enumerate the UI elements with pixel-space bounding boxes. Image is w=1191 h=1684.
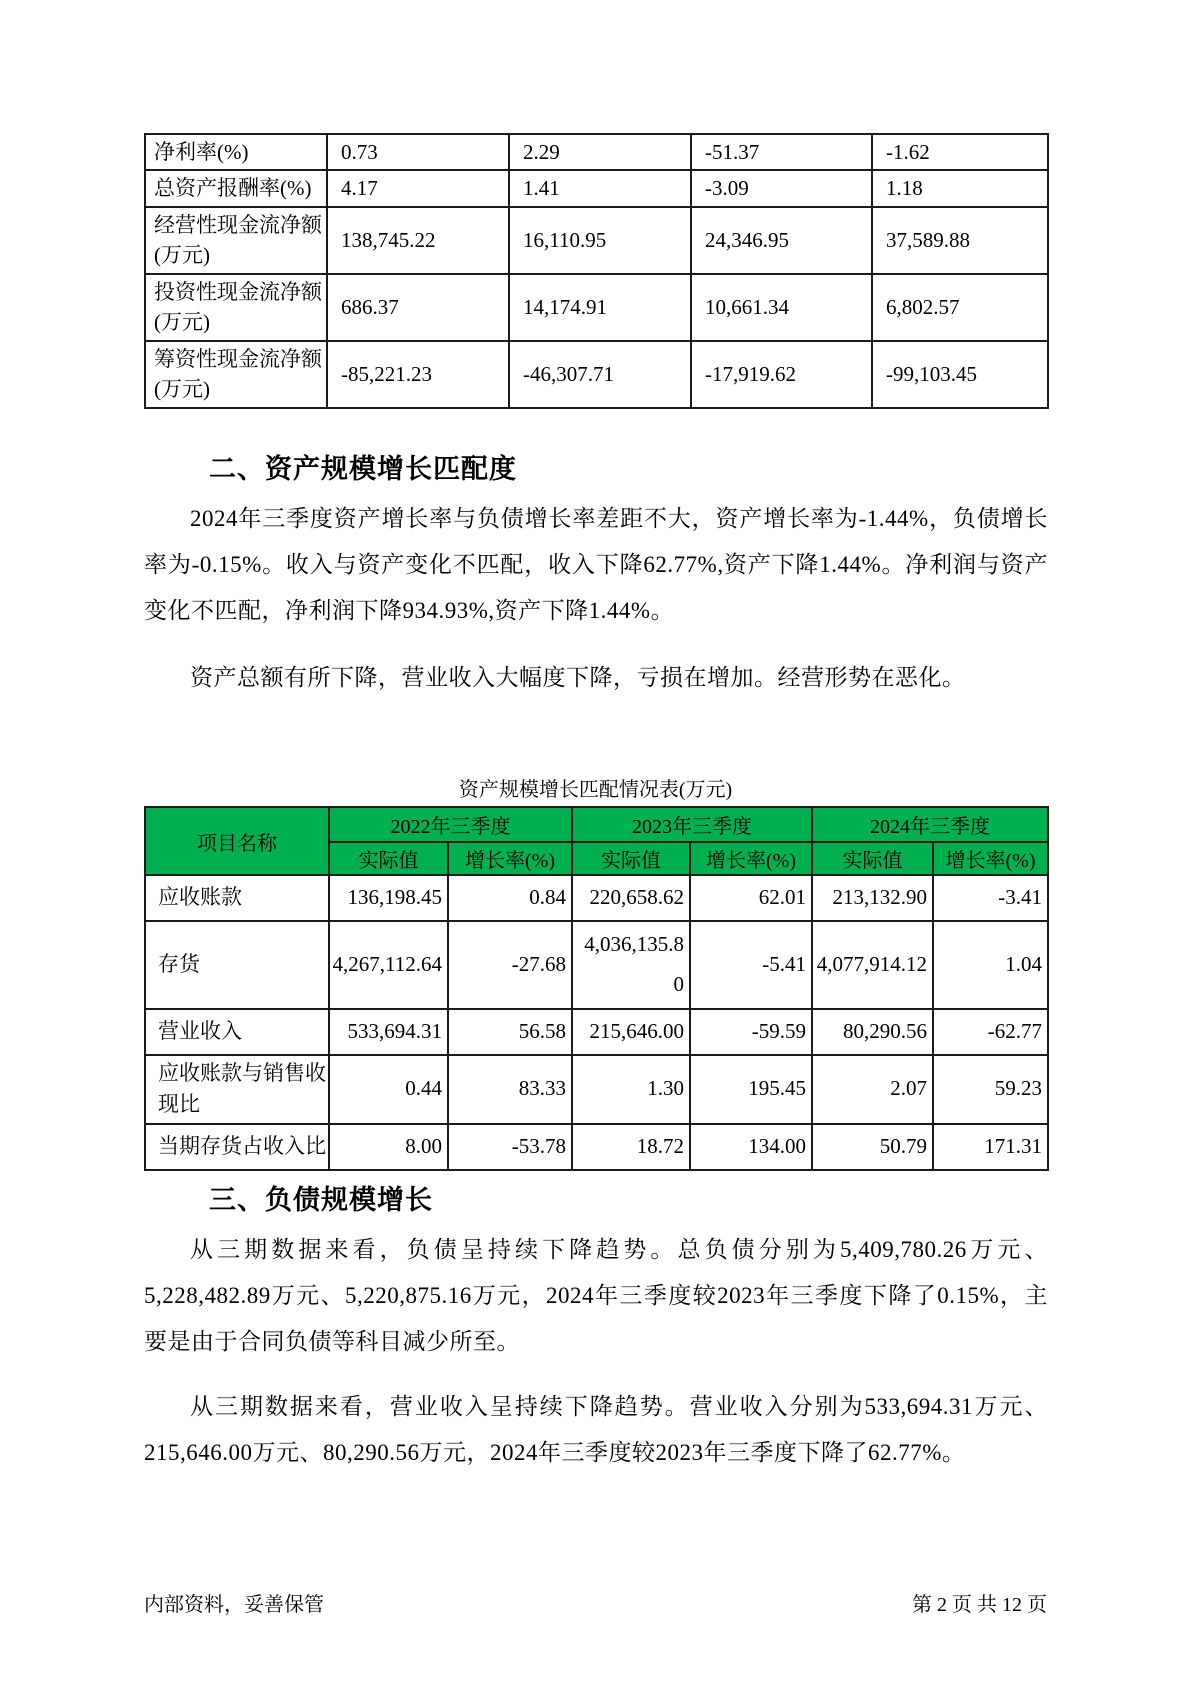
table-cell: 4,267,112.64 [329,921,448,1009]
table-cell: 1.30 [572,1055,690,1124]
table-cell: 1.41 [509,170,691,206]
table-row [145,134,1048,170]
table-row [145,274,1048,341]
table-cell: 1.04 [933,921,1048,1009]
table-cell: 0.73 [327,134,509,170]
table-row [145,921,1048,1009]
table-cell: 4,077,914.12 [812,921,933,1009]
table-cell: 83.33 [448,1055,572,1124]
paragraph: 从三期数据来看，营业收入呈持续下降趋势。营业收入分别为533,694.31万元、215,646.00万元、80,290.56万元，2024年三季度较2023年三季度下降了62.77%。 [144,1394,1048,1465]
table-cell: -51.37 [691,134,872,170]
table-cell: -3.09 [691,170,872,206]
table-cell: 2.29 [509,134,691,170]
table-cell: -53.78 [448,1124,572,1170]
table-header-row [145,807,1048,842]
column-header: 2023年三季度 [572,807,812,842]
row-label: 营业收入 [145,1009,329,1055]
table-cell: 14,174.91 [509,274,691,341]
column-header: 增长率(%) [690,842,812,875]
table-cell: 6,802.57 [872,274,1048,341]
table-row [145,1055,1048,1124]
table-title: 资产规模增长匹配情况表(万元) [458,779,733,801]
table-row [145,207,1048,274]
row-label: 当期存货占收入比 [145,1124,329,1170]
row-label: 应收账款 [145,875,329,921]
row-label: 存货 [145,921,329,1009]
table-cell: -1.62 [872,134,1048,170]
table-cell: 62.01 [690,875,812,921]
table-cell: 171.31 [933,1124,1048,1170]
table-cell: 213,132.90 [812,875,933,921]
table-row [145,875,1048,921]
row-label: 筹资性现金流净额(万元) [145,341,327,408]
table-cell: -46,307.71 [509,341,691,408]
table-cell: 50.79 [812,1124,933,1170]
column-header: 实际值 [572,842,690,875]
row-label: 总资产报酬率(%) [145,170,327,206]
financial-metrics-table [144,133,1049,409]
table-cell: 10,661.34 [691,274,872,341]
footer-classification-note: 内部资料，妥善保管 [144,1594,324,1616]
row-label: 经营性现金流净额(万元) [145,207,327,274]
table-cell: 80,290.56 [812,1009,933,1055]
section-heading-3: 三、负债规模增长 [209,1185,433,1215]
column-header: 2022年三季度 [329,807,572,842]
column-header: 实际值 [329,842,448,875]
table-cell: 1.18 [872,170,1048,206]
column-header: 增长率(%) [933,842,1048,875]
column-header: 项目名称 [145,807,329,875]
table-cell: 18.72 [572,1124,690,1170]
table-cell: -59.59 [690,1009,812,1055]
table-cell: -27.68 [448,921,572,1009]
table-cell: 24,346.95 [691,207,872,274]
table-cell: -3.41 [933,875,1048,921]
table-cell: 8.00 [329,1124,448,1170]
table-cell: 138,745.22 [327,207,509,274]
table-cell: -85,221.23 [327,341,509,408]
table-cell: -62.77 [933,1009,1048,1055]
table-cell: 0.84 [448,875,572,921]
table-row [145,341,1048,408]
table-cell: 4.17 [327,170,509,206]
table-cell: 533,694.31 [329,1009,448,1055]
table-cell: 215,646.00 [572,1009,690,1055]
table-cell: 134.00 [690,1124,812,1170]
table-cell: 0.44 [329,1055,448,1124]
table-cell: 136,198.45 [329,875,448,921]
table-row [145,1009,1048,1055]
table-cell: 686.37 [327,274,509,341]
table-cell: 37,589.88 [872,207,1048,274]
column-header: 实际值 [812,842,933,875]
table-cell: 195.45 [690,1055,812,1124]
table-cell: 16,110.95 [509,207,691,274]
table-row [145,170,1048,206]
table-cell: 59.23 [933,1055,1048,1124]
column-header: 2024年三季度 [812,807,1048,842]
asset-growth-match-table [144,806,1049,1171]
paragraph: 2024年三季度资产增长率与负债增长率差距不大，资产增长率为-1.44%，负债增长率为-0.15%。收入与资产变化不匹配，收入下降62.77%,资产下降1.44%。净利润与资产变化不匹配，净利润下降934.93%,资产下降1.44%。 [144,506,1048,623]
table-cell: 220,658.62 [572,875,690,921]
row-label: 投资性现金流净额(万元) [145,274,327,341]
footer-page-number: 第 2 页 共 12 页 [912,1594,1047,1616]
table-cell: -99,103.45 [872,341,1048,408]
section-heading-2: 二、资产规模增长匹配度 [209,454,517,484]
table-cell: -17,919.62 [691,341,872,408]
table-row [145,1124,1048,1170]
column-header: 增长率(%) [448,842,572,875]
paragraph: 资产总额有所下降，营业收入大幅度下降，亏损在增加。经营形势在恶化。 [190,665,966,690]
table-cell: 56.58 [448,1009,572,1055]
row-label: 净利率(%) [145,134,327,170]
table-cell: 2.07 [812,1055,933,1124]
paragraph: 从三期数据来看，负债呈持续下降趋势。总负债分别为5,409,780.26万元、5,228,482.89万元、5,220,875.16万元，2024年三季度较2023年三季度下降了0.15%，主要是由于合同负债等科目减少所至。 [144,1237,1048,1354]
row-label: 应收账款与销售收现比 [145,1055,329,1124]
table-cell: -5.41 [690,921,812,1009]
table-cell: 4,036,135.80 [572,921,690,1009]
